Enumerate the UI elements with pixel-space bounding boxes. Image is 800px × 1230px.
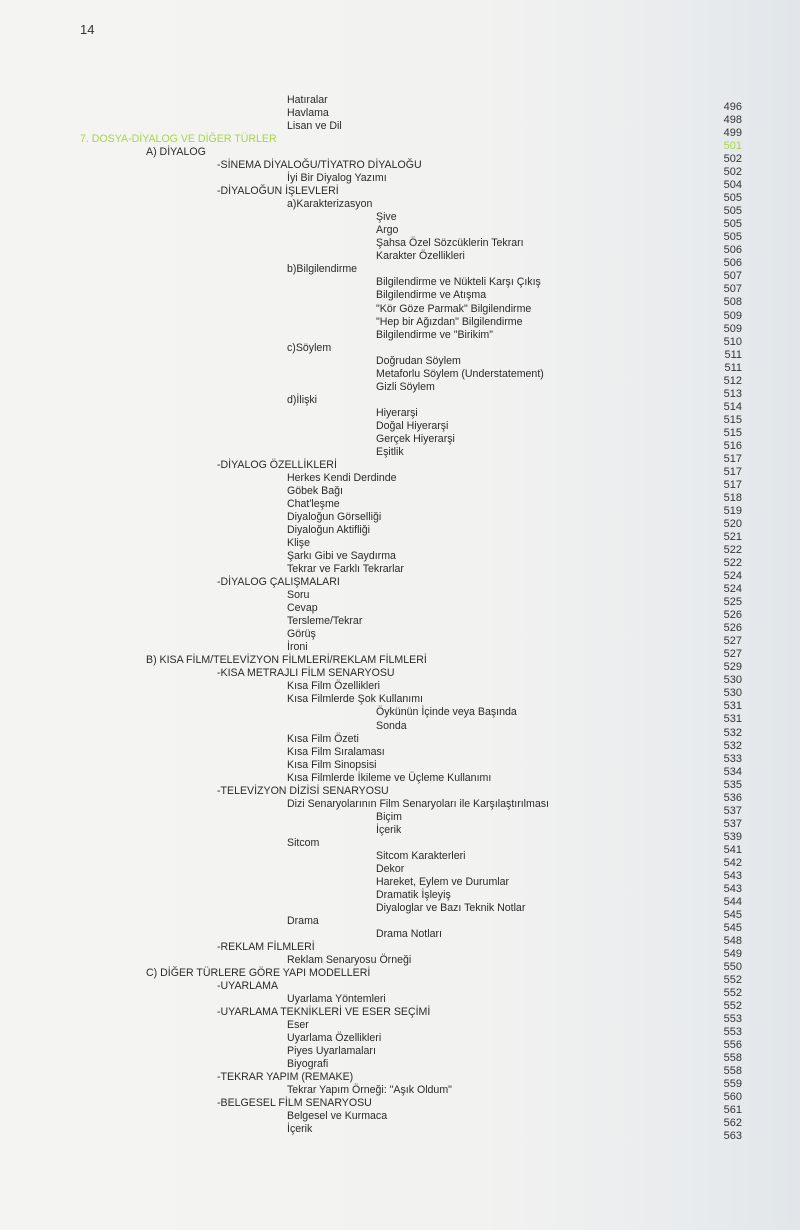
toc-entry-page: 531	[723, 713, 742, 726]
toc-entry-page: 537	[723, 817, 742, 830]
toc-entry-title: Karakter Özellikleri	[376, 250, 465, 263]
toc-entry-page: 531	[723, 700, 742, 713]
toc-entry-title: Eser	[287, 1019, 309, 1032]
toc-entry-page: 549	[723, 948, 742, 961]
toc-entry-page: 560	[723, 1091, 742, 1104]
toc-entry-page: 541	[723, 843, 742, 856]
toc-entry-page: 532	[723, 726, 742, 739]
toc-entry-title: Klişe	[287, 537, 310, 550]
toc-entry-page: 519	[723, 504, 742, 517]
toc-entry-page: 511	[724, 348, 742, 361]
toc-entry-title: -DİYALOG ÖZELLİKLERİ	[217, 458, 337, 471]
toc-entry-title: -DİYALOĞUN İŞLEVLERİ	[217, 185, 339, 198]
page-number: 14	[80, 22, 95, 37]
toc-entry-title: Havlama	[287, 107, 329, 120]
toc-entry-title: Kısa Film Sıralaması	[287, 745, 385, 758]
toc-entry	[0, 133, 800, 153]
toc-entry-title: Kısa Film Özeti	[287, 732, 359, 745]
toc-entry-page: 533	[723, 752, 742, 765]
toc-entry-page: 530	[723, 687, 742, 700]
toc-entry-page: 532	[723, 739, 742, 752]
toc-entry-title: Dramatik İşleyiş	[376, 888, 451, 901]
toc-entry-title: Gerçek Hiyerarşi	[376, 432, 455, 445]
toc-entry-page: 558	[723, 1052, 742, 1065]
toc-entry-page: 536	[723, 791, 742, 804]
toc-entry-title: Metaforlu Söylem (Understatement)	[376, 367, 544, 380]
toc-entry	[0, 928, 800, 947]
toc-entry-page: 501	[723, 140, 742, 153]
toc-entry-title: İçerik	[376, 823, 402, 836]
toc-entry-title: c)Söylem	[287, 341, 332, 354]
toc-entry-title: Uyarlama Yöntemleri	[287, 993, 386, 1006]
toc-entry-title: -REKLAM FİLMLERİ	[217, 941, 315, 954]
toc-entry-page: 504	[723, 179, 742, 192]
toc-entry-page: 499	[723, 127, 742, 140]
toc-entry-title: B) KISA FİLM/TELEVİZYON FİLMLERİ/REKLAM FİLMLERİ	[146, 654, 427, 667]
toc-entry-title: Dekor	[376, 862, 405, 875]
toc-entry-title: -DİYALOG ÇALIŞMALARI	[217, 576, 340, 589]
toc-entry-page: 561	[723, 1104, 742, 1117]
toc-entry-page: 539	[723, 830, 742, 843]
toc-entry-page: 529	[723, 661, 742, 674]
toc-entry-page: 510	[723, 335, 742, 348]
table-of-contents	[0, 94, 800, 1143]
toc-entry-page: 508	[723, 296, 742, 309]
toc-entry-page: 509	[723, 322, 742, 335]
toc-entry-page: 502	[723, 166, 742, 179]
toc-entry-title: Kısa Filmlerde Şok Kullanımı	[287, 693, 424, 706]
toc-entry-page: 514	[723, 400, 742, 413]
toc-entry-title: Bilgilendirme ve Nükteli Karşı Çıkış	[376, 276, 541, 289]
toc-entry-page: 526	[723, 609, 742, 622]
toc-entry-page: 507	[723, 270, 742, 283]
toc-entry-title: Drama	[287, 914, 319, 927]
toc-entry-title: Diyaloğun Aktifliği	[287, 524, 371, 537]
toc-entry-title: Argo	[376, 224, 399, 237]
toc-entry-page: 512	[723, 374, 742, 387]
toc-entry-title: Biyografi	[287, 1058, 329, 1071]
toc-entry-page: 507	[723, 283, 742, 296]
toc-entry-title: Sonda	[376, 719, 407, 732]
toc-entry-page: 515	[723, 426, 742, 439]
toc-entry-title: Lisan ve Dil	[287, 120, 342, 133]
toc-entry-page: 498	[723, 114, 742, 127]
toc-entry-title: Piyes Uyarlamaları	[287, 1045, 376, 1058]
toc-entry-page: 559	[723, 1078, 742, 1091]
toc-entry-title: Belgesel ve Kurmaca	[287, 1110, 388, 1123]
toc-entry-title: Dizi Senaryolarının Film Senaryoları ile Karşılaştırılması	[287, 797, 549, 810]
toc-entry-title: Uyarlama Özellikleri	[287, 1032, 382, 1045]
toc-entry-page: 517	[723, 465, 742, 478]
toc-entry-title: -KISA METRAJLI FİLM SENARYOSU	[217, 667, 395, 680]
toc-entry-page: 509	[723, 309, 742, 322]
toc-entry-title: Sitcom	[287, 836, 320, 849]
toc-entry-title: Tekrar Yapım Örneği: "Aşık Oldum"	[287, 1084, 452, 1097]
toc-entry-page: 511	[724, 361, 742, 374]
toc-entry-page: 525	[723, 596, 742, 609]
toc-entry-page: 545	[723, 908, 742, 921]
toc-entry-page: 552	[723, 974, 742, 987]
toc-entry-page: 517	[723, 478, 742, 491]
toc-entry-title: -TELEVİZYON DİZİSİ SENARYOSU	[217, 784, 389, 797]
toc-entry-title: -UYARLAMA TEKNİKLERİ VE ESER SEÇİMİ	[217, 1006, 431, 1019]
toc-entry-page: 524	[723, 570, 742, 583]
toc-entry-page: 553	[723, 1026, 742, 1039]
toc-entry	[0, 1123, 800, 1143]
toc-entry-page: 563	[723, 1130, 742, 1143]
toc-entry-title: Herkes Kendi Derdinde	[287, 471, 397, 484]
toc-entry-page: 548	[723, 935, 742, 947]
toc-entry-page: 537	[723, 804, 742, 817]
toc-entry-page: 520	[723, 518, 742, 530]
toc-entry-title: Şive	[376, 211, 397, 224]
toc-entry-page: 552	[723, 987, 742, 1000]
toc-entry-title: Chat'leşme	[287, 497, 340, 510]
toc-entry-page: 534	[723, 765, 742, 778]
toc-entry-title: İyi Bir Diyalog Yazımı	[287, 172, 387, 185]
toc-entry-title: b)Bilgilendirme	[287, 263, 358, 276]
toc-entry-page: 545	[723, 921, 742, 934]
toc-entry-title: Tersleme/Tekrar	[287, 615, 363, 628]
toc-entry-title: 7. DOSYA-DİYALOG VE DİĞER TÜRLER	[80, 133, 277, 146]
toc-entry-page: 506	[723, 244, 742, 257]
toc-entry	[0, 511, 800, 530]
toc-entry-page: 530	[723, 674, 742, 687]
toc-entry-title: Şahsa Özel Sözcüklerin Tekrarı	[376, 237, 524, 250]
toc-entry-title: -UYARLAMA	[217, 980, 279, 993]
toc-entry-page: 513	[723, 387, 742, 400]
toc-entry-page: 553	[723, 1013, 742, 1026]
toc-entry-title: İçerik	[287, 1123, 313, 1136]
toc-entry-page: 515	[723, 413, 742, 426]
toc-entry-title: Tekrar ve Farklı Tekrarlar	[287, 563, 404, 576]
toc-entry-title: Hatıralar	[287, 94, 328, 106]
toc-entry-title: d)İlişki	[287, 393, 318, 406]
toc-entry-page: 527	[723, 635, 742, 648]
toc-entry-page: 526	[723, 622, 742, 635]
toc-entry-title: -BELGESEL FİLM SENARYOSU	[217, 1097, 372, 1110]
toc-entry-page: 543	[723, 882, 742, 895]
toc-entry-page: 496	[723, 101, 742, 113]
toc-entry-page: 552	[723, 1000, 742, 1013]
toc-entry-title: -SİNEMA DİYALOĞU/TİYATRO DİYALOĞU	[217, 159, 422, 172]
toc-entry-page: 543	[723, 869, 742, 882]
toc-entry-page: 542	[723, 856, 742, 869]
toc-entry-page: 505	[723, 218, 742, 231]
toc-entry-title: Cevap	[287, 602, 318, 615]
toc-entry-title: -TEKRAR YAPIM (REMAKE)	[217, 1071, 354, 1084]
toc-entry-title: Hareket, Eylem ve Durumlar	[376, 875, 510, 888]
toc-entry-title: Eşitlik	[376, 445, 404, 458]
toc-entry-page: 505	[723, 192, 742, 205]
toc-entry-title: Drama Notları	[376, 928, 442, 940]
toc-entry-page: 506	[723, 257, 742, 270]
toc-entry-title: Sitcom Karakterleri	[376, 849, 466, 862]
toc-entry-title: Göbek Bağı	[287, 484, 343, 497]
toc-entry-title: Kısa Film Sinopsisi	[287, 758, 377, 771]
toc-entry-title: Doğrudan Söylem	[376, 354, 461, 367]
toc-entry-page: 524	[723, 583, 742, 596]
toc-entry-page: 505	[723, 205, 742, 218]
toc-entry-title: Bilgilendirme ve Atışma	[376, 289, 487, 302]
toc-entry-page: 522	[723, 557, 742, 570]
toc-entry-page: 521	[723, 531, 742, 544]
toc-entry-title: Bilgilendirme ve "Birikim"	[376, 328, 494, 341]
toc-entry-page: 522	[723, 544, 742, 557]
toc-entry-title: Kısa Film Özellikleri	[287, 680, 381, 693]
toc-entry	[0, 1006, 800, 1026]
toc-entry-page: 556	[723, 1039, 742, 1052]
toc-entry-title: Soru	[287, 589, 310, 602]
toc-entry-title: Hiyerarşi	[376, 406, 418, 419]
toc-entry-page: 505	[723, 231, 742, 244]
toc-entry-page: 518	[723, 491, 742, 504]
toc-entry-page: 527	[723, 648, 742, 661]
toc-entry-page: 516	[723, 439, 742, 452]
toc-entry-title: "Kör Göze Parmak" Bilgilendirme	[376, 302, 532, 315]
toc-entry-page: 558	[723, 1065, 742, 1078]
toc-entry-title: Gizli Söylem	[376, 380, 435, 393]
toc-entry-title: Reklam Senaryosu Örneği	[287, 954, 412, 967]
toc-entry-page: 535	[723, 778, 742, 791]
toc-entry-title: Şarkı Gibi ve Saydırma	[287, 550, 396, 563]
toc-entry-title: C) DİĞER TÜRLERE GÖRE YAPI MODELLERİ	[146, 967, 371, 980]
toc-entry-title: Diyaloglar ve Bazı Teknik Notlar	[376, 901, 526, 914]
toc-entry-title: İroni	[287, 641, 308, 654]
toc-entry-title: Kısa Filmlerde İkileme ve Üçleme Kullanımı	[287, 771, 492, 784]
toc-entry-page: 544	[723, 895, 742, 908]
toc-entry	[0, 94, 800, 113]
toc-entry-page: 550	[723, 961, 742, 974]
toc-entry-title: A) DİYALOG	[146, 146, 206, 159]
toc-entry-title: Diyaloğun Görselliği	[287, 511, 382, 523]
toc-entry-title: a)Karakterizasyon	[287, 198, 373, 211]
toc-entry-title: Biçim	[376, 810, 402, 823]
toc-entry-title: "Hep bir Ağızdan" Bilgilendirme	[376, 315, 523, 328]
toc-entry-title: Öykünün İçinde veya Başında	[376, 706, 517, 719]
toc-entry-page: 502	[723, 153, 742, 166]
toc-entry-title: Doğal Hiyerarşi	[376, 419, 449, 432]
toc-entry-page: 562	[723, 1117, 742, 1130]
toc-entry-title: Görüş	[287, 628, 316, 641]
toc-entry-page: 517	[723, 452, 742, 465]
